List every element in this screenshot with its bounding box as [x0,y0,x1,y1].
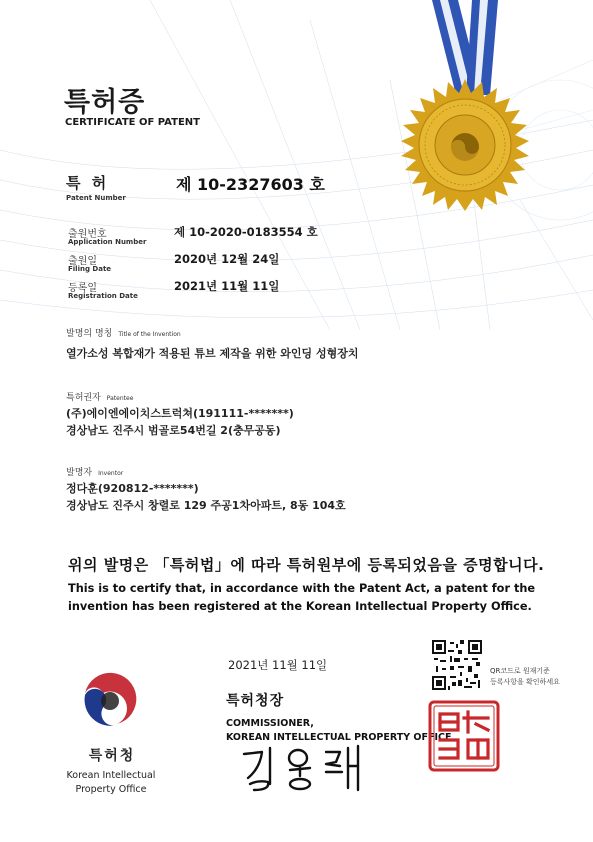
filing-date-value: 2020년 12월 24일 [174,252,280,266]
commissioner-signature [240,744,380,792]
official-stamp-icon [428,700,500,772]
filing-date-label-korean: 출원일 [68,256,97,267]
inventor-address: 경상남도 진주시 창렬로 129 주공1차아파트, 8동 104호 [66,499,346,512]
patent-number-label-korean: 특 허 [66,174,110,192]
patentee-label [66,390,133,403]
qr-note-line2: 등록사항을 확인하세요 [490,678,560,686]
certificate-title-english: CERTIFICATE OF PATENT [65,117,200,128]
invention-title-label [66,326,181,339]
inventor-name: 정다훈(920812-*******) [66,482,199,495]
gold-seal-icon [398,78,532,212]
qr-note-line1: QR코드로 원재기준 [490,667,550,675]
inventor-label [66,465,123,478]
commissioner-title-korean: 특허청장 [226,693,285,709]
application-number-value: 제 10-2020-0183554 호 [174,225,318,239]
application-number-label-english: Application Number [68,238,147,246]
inventor-label-english: Inventor [98,470,124,477]
patentee-name: (주)에이엔에이치스트럭쳐(191111-*******) [66,407,294,420]
invention-title-label-english: Title of the Invention [118,331,181,338]
commissioner-title-line1: COMMISSIONER, [226,718,314,729]
patentee-label-english: Patentee [106,395,134,402]
commissioner-title-line2: KOREAN INTELLECTUAL PROPERTY OFFICE [226,732,452,743]
registration-date-value: 2021년 11월 11일 [174,279,280,293]
commissioner-title-english [226,717,451,745]
invention-title: 열가소성 복합재가 적용된 튜브 제작을 위한 와인딩 성형장치 [66,347,359,360]
certification-statement-english: This is to certify that, in accordance with the Patent Act, a patent for the invention has been registered at the Korean Intellectual Property Office. [68,582,536,613]
certificate-title-korean: 특허증 [64,87,146,118]
office-name-english: Korean Intellectual Property Office [66,770,156,795]
qr-code-icon[interactable] [432,640,482,690]
application-number-label-korean: 출원번호 [68,229,107,240]
inventor-label-korean: 발명자 [66,468,93,478]
registration-date-label-korean: 등록일 [68,283,97,294]
invention-title-label-korean: 발명의 명칭 [66,329,113,339]
kipo-logo-icon [76,664,146,734]
qr-note [490,666,560,688]
registration-date-label-english: Registration Date [68,292,138,300]
issue-date: 2021년 11월 11일 [228,658,328,672]
certification-statement-korean: 위의 발명은 「특허법」에 따라 특허원부에 등록되었음을 증명합니다. [68,556,545,574]
patent-number-label-english: Patent Number [66,194,126,202]
office-name-korean: 특허청 [88,748,136,764]
filing-date-label-english: Filing Date [68,265,112,273]
patentee-address: 경상남도 진주시 범골로54번길 2(충무공동) [66,424,281,437]
patentee-label-korean: 특허권자 [66,393,101,403]
patent-number-value: 제 10-2327603 호 [176,175,325,194]
